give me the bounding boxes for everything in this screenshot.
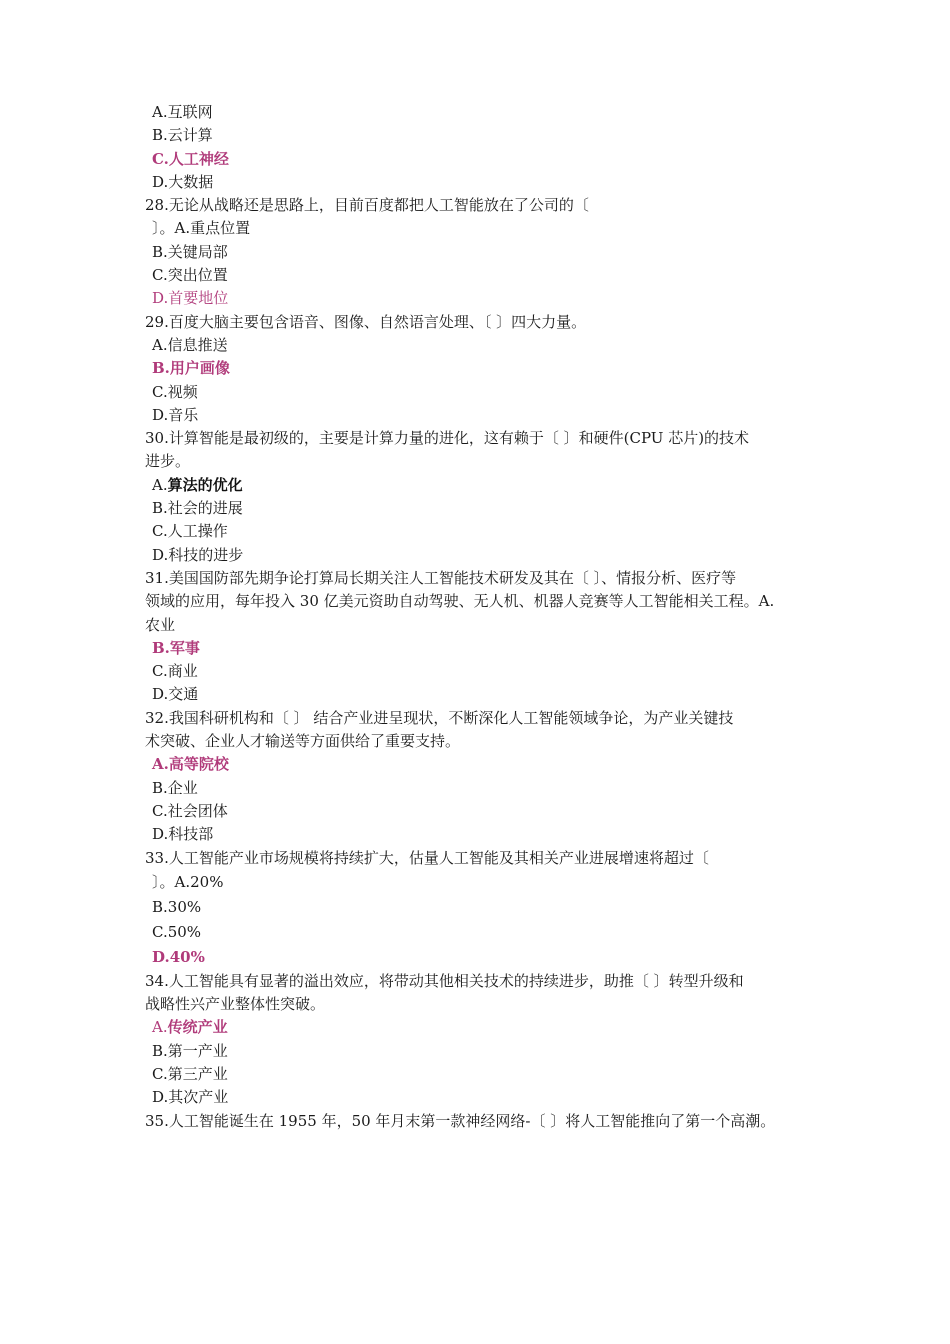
answer-option: [145, 753, 825, 776]
line-text: B.30%: [152, 897, 202, 916]
line-text: 战略性兴产业整体性突破。: [145, 995, 326, 1014]
answer-option: [145, 637, 825, 660]
line-text: B.社会的进展: [152, 499, 243, 518]
question-text: [145, 707, 825, 730]
answer-option: [145, 497, 825, 520]
line-text: C.50%: [152, 922, 202, 941]
line-text: 〕。A.重点位置: [152, 219, 251, 238]
question-text: [145, 590, 825, 613]
question-text: [145, 993, 825, 1016]
question-text: [145, 1110, 825, 1133]
line-text: A.: [152, 1018, 168, 1037]
question-text: [145, 614, 825, 637]
line-text: A.信息推送: [152, 335, 228, 354]
answer-option: [145, 945, 825, 970]
answer-option: [145, 241, 825, 264]
answer-option: [145, 474, 825, 497]
answer-option: [145, 1063, 825, 1086]
answer-option: [145, 217, 825, 240]
line-text: 31.美国国防部先期争论打算局长期关注人工智能技术研发及其在〔 〕、情报分析、医疗等: [145, 568, 737, 587]
answer-option: [145, 287, 825, 310]
line-text: B.用户画像: [152, 359, 230, 378]
line-text: D.科技的进步: [152, 545, 244, 564]
line-text: B.企业: [152, 778, 198, 797]
answer-option: [145, 800, 825, 823]
line-text-suffix: 算法的优化: [167, 475, 243, 494]
line-text: A.: [152, 475, 168, 494]
line-text: B.关键局部: [152, 242, 228, 261]
answer-option: [145, 544, 825, 567]
answer-option: [145, 171, 825, 194]
line-text: C.突出位置: [152, 266, 228, 285]
answer-option: [145, 357, 825, 380]
line-text: C.社会团体: [152, 801, 228, 820]
question-list: [145, 101, 825, 1133]
line-text: 33.人工智能产业市场规模将持续扩大，估量人工智能及其相关产业进展增速将超过〔: [145, 848, 709, 867]
answer-option: [145, 1040, 825, 1063]
answer-option: [145, 404, 825, 427]
line-text: C.商业: [152, 662, 198, 681]
line-text: B.第一产业: [152, 1041, 228, 1060]
line-text: 术突破、企业人才输送等方面供给了重要支持。: [145, 732, 461, 751]
line-text: 进步。: [145, 452, 191, 471]
answer-option: [145, 101, 825, 124]
line-text: A.高等院校: [152, 755, 229, 774]
line-text: 29.百度大脑主要包含语音、图像、自然语言处理、〔 〕四大力量。: [145, 312, 587, 331]
line-text: D.大数据: [152, 172, 214, 191]
line-text: C.人工神经: [152, 149, 229, 168]
line-text: 农业: [145, 615, 176, 634]
line-text: D.首要地位: [152, 289, 229, 308]
line-text: D.科技部: [152, 825, 214, 844]
answer-option: [145, 683, 825, 706]
answer-option: [145, 264, 825, 287]
line-text: C.视频: [152, 382, 198, 401]
answer-option: [145, 660, 825, 683]
answer-option: [145, 520, 825, 543]
line-text-suffix: 传统产业: [167, 1018, 228, 1037]
answer-option: [145, 124, 825, 147]
line-text: D.音乐: [152, 405, 199, 424]
line-text: B.军事: [152, 638, 200, 657]
answer-option: [145, 148, 825, 171]
answer-option: [145, 777, 825, 800]
question-text: [145, 427, 825, 450]
question-text: [145, 194, 825, 217]
answer-option: [145, 823, 825, 846]
line-text: 30.计算智能是最初级的，主要是计算力量的进化，这有赖于〔 〕和硬件(CPU 芯片)的技术: [145, 429, 750, 448]
line-text: C.人工操作: [152, 522, 228, 541]
line-text: B.云计算: [152, 126, 213, 145]
question-text: [145, 450, 825, 473]
question-text: [145, 847, 825, 870]
question-text: [145, 311, 825, 334]
line-text: D.交通: [152, 685, 199, 704]
question-text: [145, 567, 825, 590]
line-text: 〕。A.20%: [152, 872, 224, 891]
answer-option: [145, 895, 825, 920]
answer-option: [145, 381, 825, 404]
answer-option: [145, 1086, 825, 1109]
answer-option: [145, 334, 825, 357]
line-text: 35.人工智能诞生在 1955 年，50 年月末第一款神经网络-〔 〕将人工智能推向了第一个高潮。: [145, 1111, 776, 1130]
line-text: 28.无论从战略还是思路上，目前百度都把人工智能放在了公司的〔: [145, 196, 589, 215]
answer-option: [145, 1016, 825, 1039]
line-text: D.40%: [152, 947, 205, 966]
line-text: A.互联网: [152, 103, 213, 121]
answer-option: [145, 870, 825, 895]
line-text: 34.人工智能具有显著的溢出效应，将带动其他相关技术的持续进步，助推〔 〕转型升级和: [145, 971, 744, 990]
answer-option: [145, 920, 825, 945]
line-text: 领域的应用，每年投入 30 亿美元资助自动驾驶、无人机、机器人竞赛等人工智能相关工程。A.: [145, 592, 775, 611]
line-text: D.其次产业: [152, 1088, 229, 1107]
question-text: [145, 730, 825, 753]
line-text: C.第三产业: [152, 1064, 228, 1083]
question-text: [145, 970, 825, 993]
line-text: 32.我国科研机构和〔 〕 结合产业进呈现状，不断深化人工智能领域争论，为产业关键技: [145, 708, 734, 727]
